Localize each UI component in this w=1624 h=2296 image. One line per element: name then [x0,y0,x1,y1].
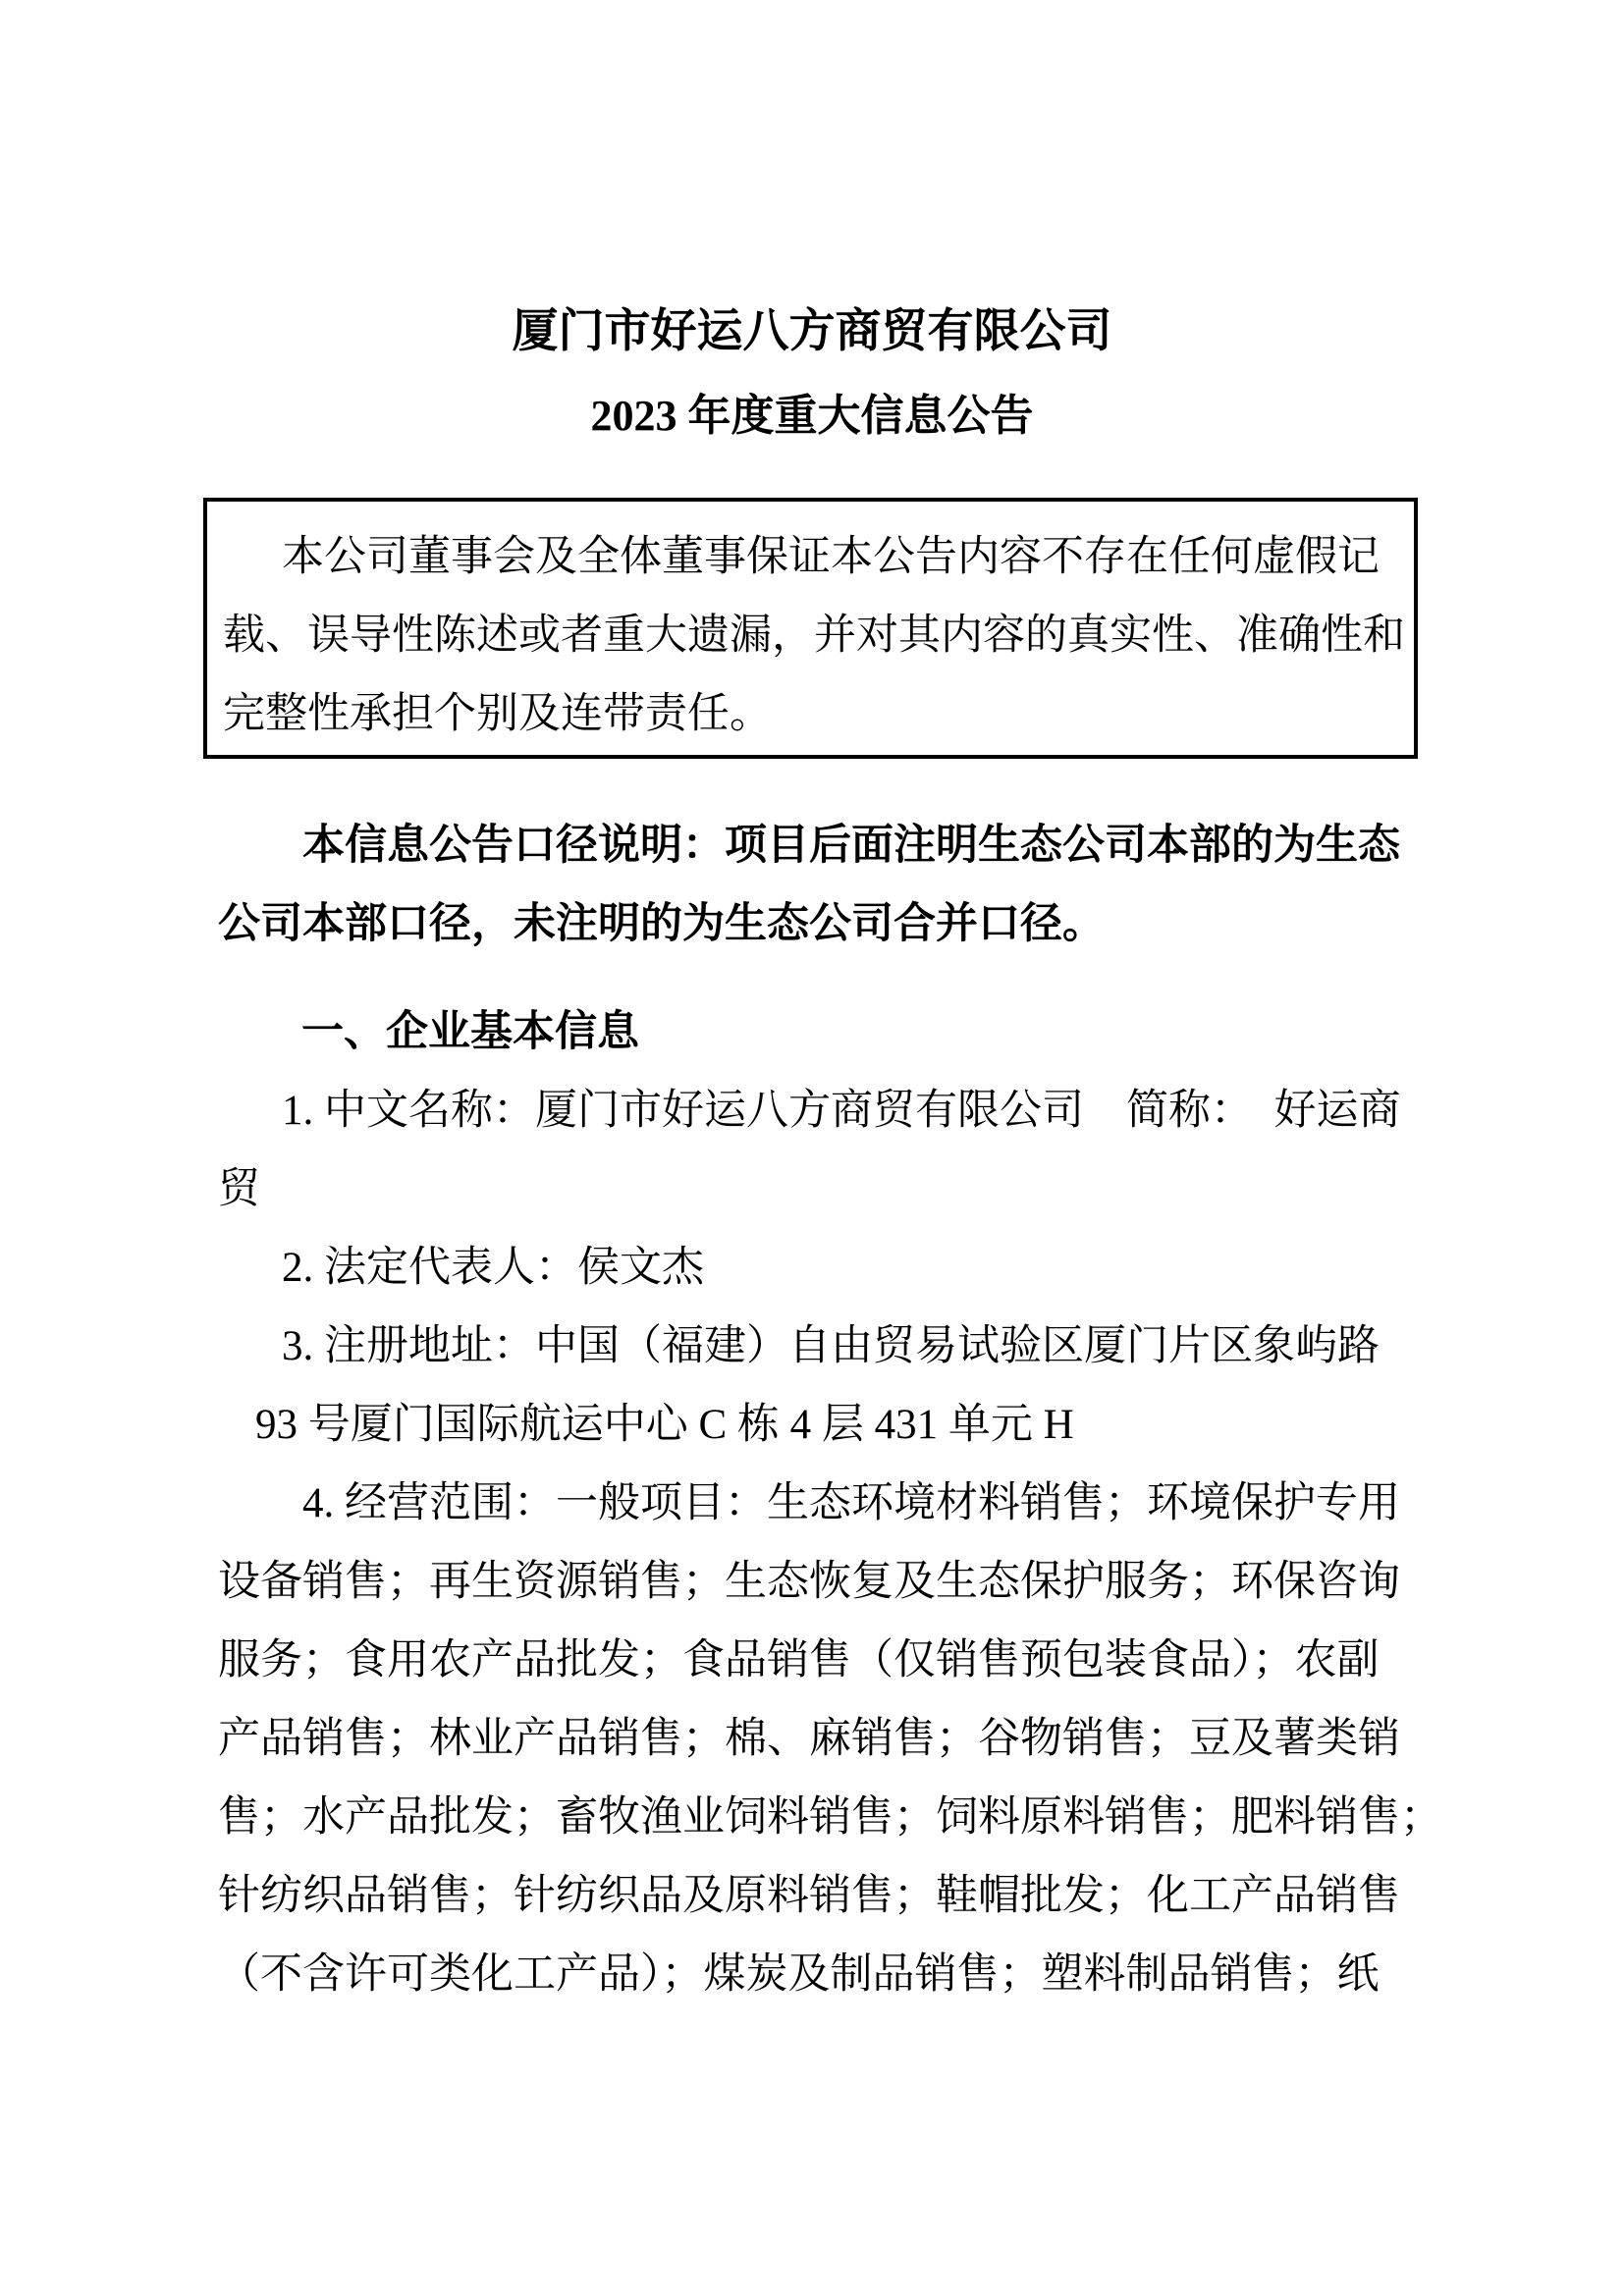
text-line: 公司本部口径，未注明的为生态公司合并口径。 [218,901,1105,947]
text-line: 3. 注册地址：中国（福建）自由贸易试验区厦门片区象屿路 [282,1323,1380,1369]
document-subtitle: 2023 年度重大信息公告 [590,392,1034,440]
section-heading: 一、企业基本信息 [301,1009,639,1055]
text-line: 贸 [218,1166,260,1212]
document-title: 厦门市好运八方商贸有限公司 [512,306,1112,357]
text-line: 93 号厦门国际航运中心 C 栋 4 层 431 单元 H [255,1402,1074,1448]
text-line: 本公司董事会及全体董事保证本公告内容不存在任何虚假记 [282,534,1380,580]
text-line: 载、误导性陈述或者重大遗漏，并对其内容的真实性、准确性和 [223,613,1405,659]
text-line: 4. 经营范围：一般项目：生态环境材料销售；环境保护专用 [302,1480,1400,1526]
text-line: 设备销售；再生资源销售；生态恢复及生态保护服务；环保咨询 [218,1559,1400,1605]
text-line: 2. 法定代表人：侯文杰 [282,1245,704,1291]
text-line: 针纺织品销售；针纺织品及原料销售；鞋帽批发；化工产品销售 [218,1873,1400,1919]
text-line: 1. 中文名称：厦门市好运八方商贸有限公司 简称： 好运商 [282,1088,1401,1134]
caliber-note [218,807,1400,964]
text-line: 服务；食用农产品批发；食品销售（仅销售预包装食品）；农副 [218,1637,1380,1683]
text-line: 本信息公告口径说明：项目后面注明生态公司本部的为生态 [302,823,1400,869]
text-line: 完整性承担个别及连带责任。 [223,691,772,737]
text-line: 产品销售；林业产品销售；棉、麻销售；谷物销售；豆及薯类销 [218,1716,1400,1762]
disclaimer-box [203,498,1418,759]
text-line: 售；水产品批发；畜牧渔业饲料销售；饲料原料销售；肥料销售； [218,1794,1442,1841]
text-line: （不含许可类化工产品）；煤炭及制品销售；塑料制品销售；纸 [218,1951,1380,1998]
section-body [218,1072,1442,2014]
